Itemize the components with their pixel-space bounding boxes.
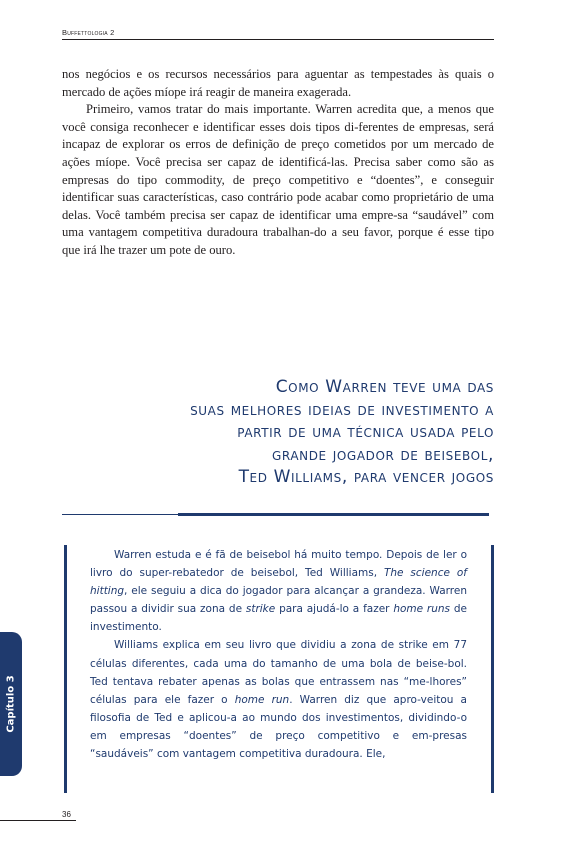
sidebar-box-left-bar [64,545,67,793]
emphasis: home runs [393,603,451,616]
body-paragraph: Primeiro, vamos tratar do mais importante. Warren acredita que, a menos que você consiga reconhecer e identificar esses dois tipos di-ferentes de empresas, será incapaz de explorar os erros de definição de preço cometidos por um mercado de ações míope. Você precisa ser capaz de identificá-las. Precisa saber como são as empresas do tipo commodity, de preço competitivo e “doentes”, e conseguir identificar suas características, caso contrário pode acabar como proprietário de uma delas. Você também precisa ser capaz de identificar uma empre-sa “saudável” com uma vantagem competitiva duradoura trabalhan-do a seu favor, porque é esse tipo que irá lhe trazer um pote de ouro. [62,102,494,257]
emphasis: strike [245,603,276,616]
emphasis: home run [234,693,290,706]
box-paragraph [90,636,467,763]
header-rule [62,39,494,40]
running-header: Buffettologia 2 [62,28,115,37]
footer-rule [0,820,76,821]
box-text-run: . Warren diz que apro-veitou a filosofia de Ted e aplicou-a ao mundo dos investimentos, dividindo-o em empresas “doentes” de preço competitivo e em-presas “saudáveis” com vantagem competitiva duradoura. Ele, [90,693,467,761]
body-paragraph: nos negócios e os recursos necessários para aguentar as tempestades às quais o mercado de ações míope irá reagir de maneira exagerada. [62,67,494,99]
section-heading [64,376,494,489]
box-text-run: , ele seguiu a dica do jogador para alcançar a grandeza. Warren passou a dividir sua zona de [90,585,467,616]
section-heading-line: Ted Williams, para vencer jogos [238,467,494,487]
heading-rule-thick [178,513,489,516]
page-number: 36 [62,810,71,819]
heading-rule-thin [62,514,178,515]
section-heading-line: partir de uma técnica usada pelo [237,422,494,442]
chapter-tab-label: Capítulo 3 [5,675,17,733]
sidebar-box-right-bar [491,545,494,793]
box-paragraph [90,546,467,636]
chapter-tab [0,632,22,776]
sidebar-box-text [90,546,467,763]
section-heading-line: Como Warren teve uma das [275,377,494,397]
box-text-run: Warren estuda e é fã de beisebol há muito tempo. Depois de ler o livro do super-rebatedor de beisebol, Ted Williams, [90,549,467,580]
box-text-run: de investimento. [90,603,467,634]
body-text [62,66,494,260]
section-heading-line: grande jogador de beisebol, [271,444,494,465]
box-text-run: para ajudá-lo a fazer [275,603,394,616]
section-heading-line: suas melhores ideias de investimento a [190,399,494,420]
box-text-run: Williams explica em seu livro que dividiu a zona de strike em 77 células diferentes, cada uma do tamanho de uma bola de beise-bol. Ted tentava rebater apenas as bolas que entrassem nas “me-lhores” células para ele fazer o [90,639,467,706]
book-title: The science of hitting [90,567,467,598]
